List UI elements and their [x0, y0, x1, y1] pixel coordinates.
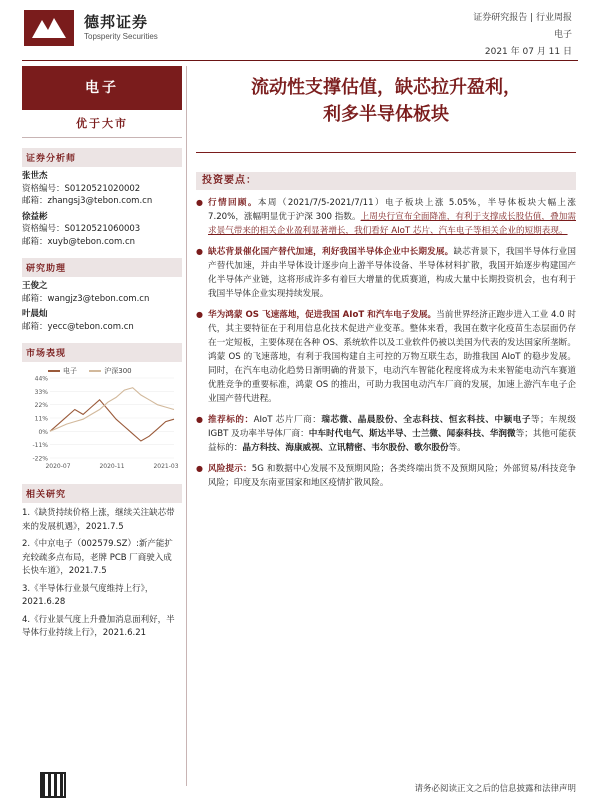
analyst-email[interactable]: 邮箱：xuyb@tebon.com.cn: [22, 236, 136, 247]
legend-series-2: 沪深300: [104, 367, 132, 375]
sector-tag: 电子: [553, 30, 572, 40]
left-sidebar: [22, 66, 182, 786]
analyst-list: [22, 170, 182, 248]
chart-svg: [22, 364, 182, 474]
point-text: AIoT 芯片厂商：: [253, 415, 322, 425]
point-label: 行情回顾。: [208, 198, 258, 208]
legend-swatch: [48, 370, 60, 372]
y-tick-label: 44%: [34, 375, 48, 383]
header-divider: [22, 60, 578, 61]
chart-legend: [48, 366, 142, 376]
y-tick-label: 11%: [34, 415, 48, 423]
related-item[interactable]: 2.《中京电子（002579.SZ）:新产能扩充较疏多点布局，老牌 PCB 厂商驶入成长快车道》，2021.7.5: [22, 539, 173, 576]
related-heading: 相关研究: [22, 484, 182, 503]
contact-name: 王俊之: [22, 281, 48, 291]
company-logo-icon: [24, 10, 74, 46]
point-recommendations: [196, 413, 576, 455]
point-highlight: 上周央行宣布全面降准，有利于支撑成长股估值，叠加需求景气带来的相关企业盈利显著增长，我们看好 AIoT 芯片、汽车电子等相关企业的短期表现。: [208, 212, 576, 236]
market-heading: 市场表现: [22, 343, 182, 362]
title-line-1: 流动性支撑估值，缺芯拉升盈利，: [251, 77, 521, 98]
analyst-cert: 资格编号：S0120521060003: [22, 224, 141, 234]
y-tick-label: 22%: [34, 402, 48, 410]
report-date: 2021 年 07 月 11 日: [484, 47, 572, 57]
series-line-2: [50, 388, 174, 432]
key-points-heading: 投资要点：: [196, 172, 576, 190]
point-review: [196, 196, 576, 238]
analyst-cert: 资格编号：S0120521020002: [22, 183, 141, 194]
legend-swatch: [89, 370, 101, 372]
point-label: 华为鸿蒙 OS 飞速落地，促进我国 AIoT 和汽车电子发展。: [208, 310, 437, 320]
stock-list: 中车时代电气、斯达半导、士兰微、闻泰科技、华润微: [308, 429, 516, 439]
contact-name: 叶晨灿: [22, 309, 48, 319]
title-line-2: 利多半导体板块: [323, 104, 449, 125]
contact-list: [22, 280, 182, 333]
column-divider: [186, 66, 187, 786]
x-tick-label: 2020-11: [99, 463, 125, 470]
disclaimer: 请务必阅读正文之后的信息披露和法律声明: [414, 784, 576, 794]
title-divider: [196, 152, 576, 153]
point-text: 缺芯背景下，我国半导体行业国产替代加速，并由半导体设计逐步向上游半导体设备、半导体材料扩散，我国开始逐步构建国产化半导体产业链，这将形成许多有着巨大增量的优质赛道，构成大量中长期投资机会，也有利于我国半导体企业实现持续发展。: [208, 247, 576, 299]
y-tick-label: 33%: [34, 388, 48, 396]
y-tick-label: 0%: [38, 428, 48, 436]
report-header: [0, 0, 600, 66]
related-list: [22, 507, 182, 641]
contact-email[interactable]: 邮箱：wangjz3@tebon.com.cn: [22, 293, 150, 304]
point-text: 等；其他可能获益标的：: [208, 429, 576, 453]
legend-series-1: 电子: [63, 367, 77, 375]
point-label: 缺芯背景催化国产替代加速，利好我国半导体企业中长期发展。: [208, 247, 454, 257]
point-label: 风险提示：: [208, 464, 252, 474]
point-text: 本周（2021/7/5-2021/7/11）电子板块上涨 5.05%，半导体板块大幅上涨 7.20%，涨幅明显优于沪深 300 指数。: [208, 198, 576, 222]
rating-label: 优于大市: [22, 110, 182, 138]
company-name-en: Topsperity Securities: [84, 32, 158, 41]
point-label: 推荐标的：: [208, 415, 254, 425]
qr-code-icon: [40, 772, 66, 798]
y-tick-label: -22%: [32, 455, 48, 463]
point-risk: [196, 462, 576, 490]
report-meta: [473, 10, 572, 61]
analysts-heading: 证券分析师: [22, 148, 182, 167]
stock-list: 瑞芯微、晶晨股份、全志科技、恒玄科技、中颖电子: [321, 415, 531, 425]
x-tick-label: 2021-03: [153, 463, 179, 470]
related-item[interactable]: 1.《缺货持续价格上涨，继续关注缺芯带来的发展机遇》，2021.7.5: [22, 508, 175, 532]
company-name: 德邦证券: [84, 13, 149, 31]
report-type: 证券研究报告 | 行业周报: [473, 13, 572, 23]
key-points: [196, 196, 576, 497]
analyst-name: 张世杰: [22, 171, 48, 181]
point-substitution: [196, 245, 576, 301]
contacts-heading: 研究助理: [22, 258, 182, 277]
point-text: 等；车规级 IGBT 及功率半导体厂商：: [208, 415, 576, 439]
report-title: [196, 74, 576, 128]
y-tick-label: -11%: [32, 442, 48, 450]
market-chart: [22, 364, 182, 474]
x-tick-label: 2020-07: [45, 463, 71, 470]
related-item[interactable]: 4.《行业景气度上升叠加消息面利好，半导体行业持续上行》，2021.6.21: [22, 614, 175, 638]
analyst-email[interactable]: 邮箱：zhangsj3@tebon.com.cn: [22, 196, 153, 206]
related-item[interactable]: 3.《半导体行业景气度维持上行》，2021.6.28: [22, 583, 154, 607]
sector-label: 电子: [22, 66, 182, 110]
contact-email[interactable]: 邮箱：yecc@tebon.com.cn: [22, 321, 134, 332]
point-text: 5G 和数据中心发展不及预期风险；各类终端出货不及预期风险；外部贸易/科技竞争风险；印度及东南亚国家和地区疫情扩散风险。: [208, 464, 576, 488]
point-text: 当前世界经济正跑步进入工业 4.0 时代，其主要特征在于利用信息化技术促进产业变革。整体来看，我国在数字化疫苗生态层面仍存在一定短板，主要体现在各种 OS、系统软件以及工业软件仍被以美国为代表的发达国家所垄断。鸿蒙 OS 的飞速落地，有利于我国构建自主可控的万物互联生态，助推我国 AIoT 的稳步发展。同时，在汽车电动化趋势日渐明确的背景下，电动汽车智能化程度将成为未来智能电动汽车赛道优胜竞争的重要标准，鸿蒙 OS 的推出，可助力我国电动汽车厂商的发展，加速上游汽车电子企业国产替代进程。: [208, 310, 576, 404]
point-harmonyos: [196, 308, 576, 406]
point-text: 等。: [448, 443, 466, 453]
analyst-name: 徐益彬: [22, 211, 48, 222]
series-line-1: [50, 400, 174, 441]
stock-list: 晶方科技、海康威视、立讯精密、韦尔股份、歌尔股份: [242, 443, 449, 453]
